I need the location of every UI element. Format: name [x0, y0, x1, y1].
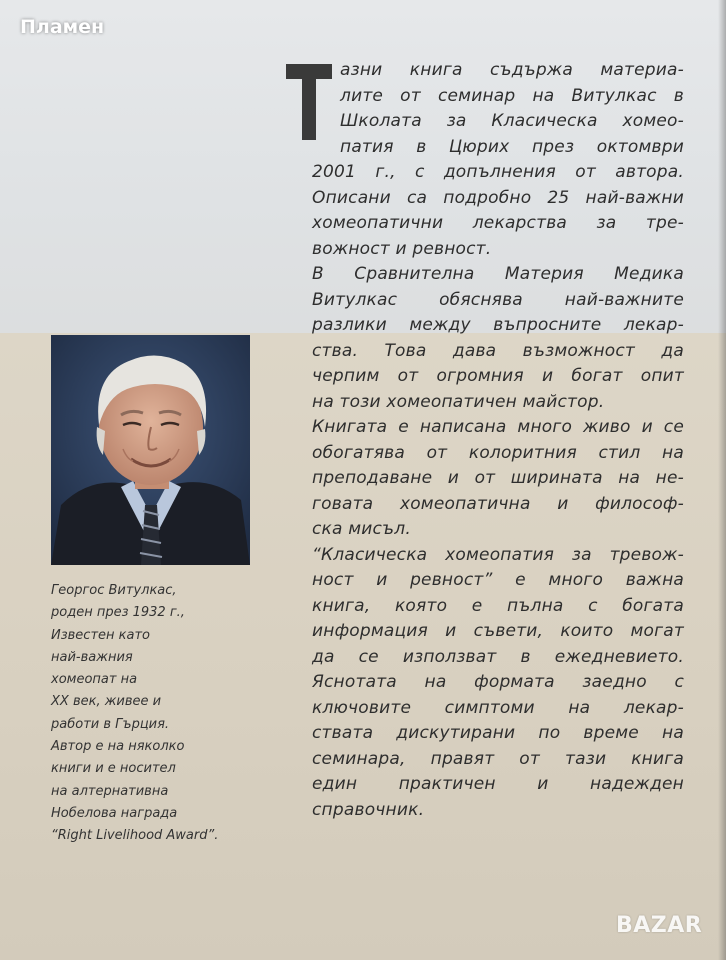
blurb-line: говата хомеопатична и философ- [312, 493, 684, 514]
author-portrait-photo [51, 335, 250, 565]
caption-line: работи в Гърция. [51, 716, 170, 732]
blurb-line: разлики между въпросните лекар- [312, 315, 684, 335]
caption-line: на алтернативна [51, 783, 169, 799]
blurb-line: ключовите симптоми на лекар- [312, 697, 684, 718]
caption-line: Известен като [51, 627, 150, 643]
caption-line: хомеопат на [51, 672, 138, 688]
blurb-line: книга, която е пълна с богата [312, 595, 684, 616]
blurb-line: Яснотата на формата заедно с [312, 672, 684, 692]
caption-line: книги и е носител [51, 761, 176, 777]
seller-name-overlay: Пламен [20, 16, 105, 38]
blurb-line: “Класическа хомеопатия за тревож- [312, 544, 684, 565]
blurb-line: Описани са подробно 25 най-важни [312, 187, 684, 208]
author-caption [51, 580, 261, 848]
caption-line: Автор е на няколко [51, 739, 185, 755]
back-cover-blurb [312, 58, 684, 823]
blurb-line: обогатява от колоритния стил на [312, 442, 684, 463]
blurb-line: на този хомеопатичен майстор. [312, 391, 605, 412]
blurb-line: В Сравнителна Материя Медика [312, 264, 684, 284]
blurb-line: азни книга съдържа материа- [340, 60, 684, 80]
blurb-line: Школата за Класическа хомео- [340, 111, 684, 131]
blurb-line: справочник. [312, 799, 425, 820]
blurb-line: Книгата е написана много живо и се [312, 417, 684, 437]
blurb-line: информация и съвети, които могат [312, 621, 684, 641]
caption-line: “Right Livelihood Award”. [51, 828, 219, 844]
blurb-line: лите от семинар на Витулкас в [340, 85, 684, 106]
blurb-line: вожност и ревност. [312, 238, 492, 259]
caption-line: Георгос Витулкас, [51, 583, 177, 598]
blurb-line: Витулкас обяснява най-важните [312, 289, 684, 310]
blurb-line: хомеопатични лекарства за тре- [312, 213, 684, 233]
book-spine-edge [718, 0, 726, 960]
caption-line: най-важния [51, 649, 133, 665]
blurb-line: черпим от огромния и богат опит [312, 366, 684, 386]
blurb-line: 2001 г., с допълнения от автора. [312, 162, 684, 182]
portrait-illustration [51, 335, 250, 565]
marketplace-watermark: BAZAR [616, 913, 703, 938]
blurb-line: ност и ревност” е много важна [312, 570, 684, 590]
caption-line: XX век, живее и [51, 694, 162, 710]
caption-line: Нобелова награда [51, 805, 178, 821]
caption-line: роден през 1932 г., [51, 605, 185, 621]
blurb-line: да се използват в ежедневието. [312, 646, 684, 667]
blurb-line: един практичен и надежден [312, 774, 684, 794]
blurb-line: ска мисъл. [312, 519, 411, 539]
blurb-line: семинара, правят от тази книга [312, 748, 684, 769]
blurb-line: патия в Цюрих през октомври [340, 136, 684, 157]
blurb-line: ствата дискутирани по време на [312, 723, 684, 743]
blurb-line: преподаване и от ширината на не- [312, 468, 684, 488]
blurb-line: ства. Това дава възможност да [312, 340, 684, 361]
